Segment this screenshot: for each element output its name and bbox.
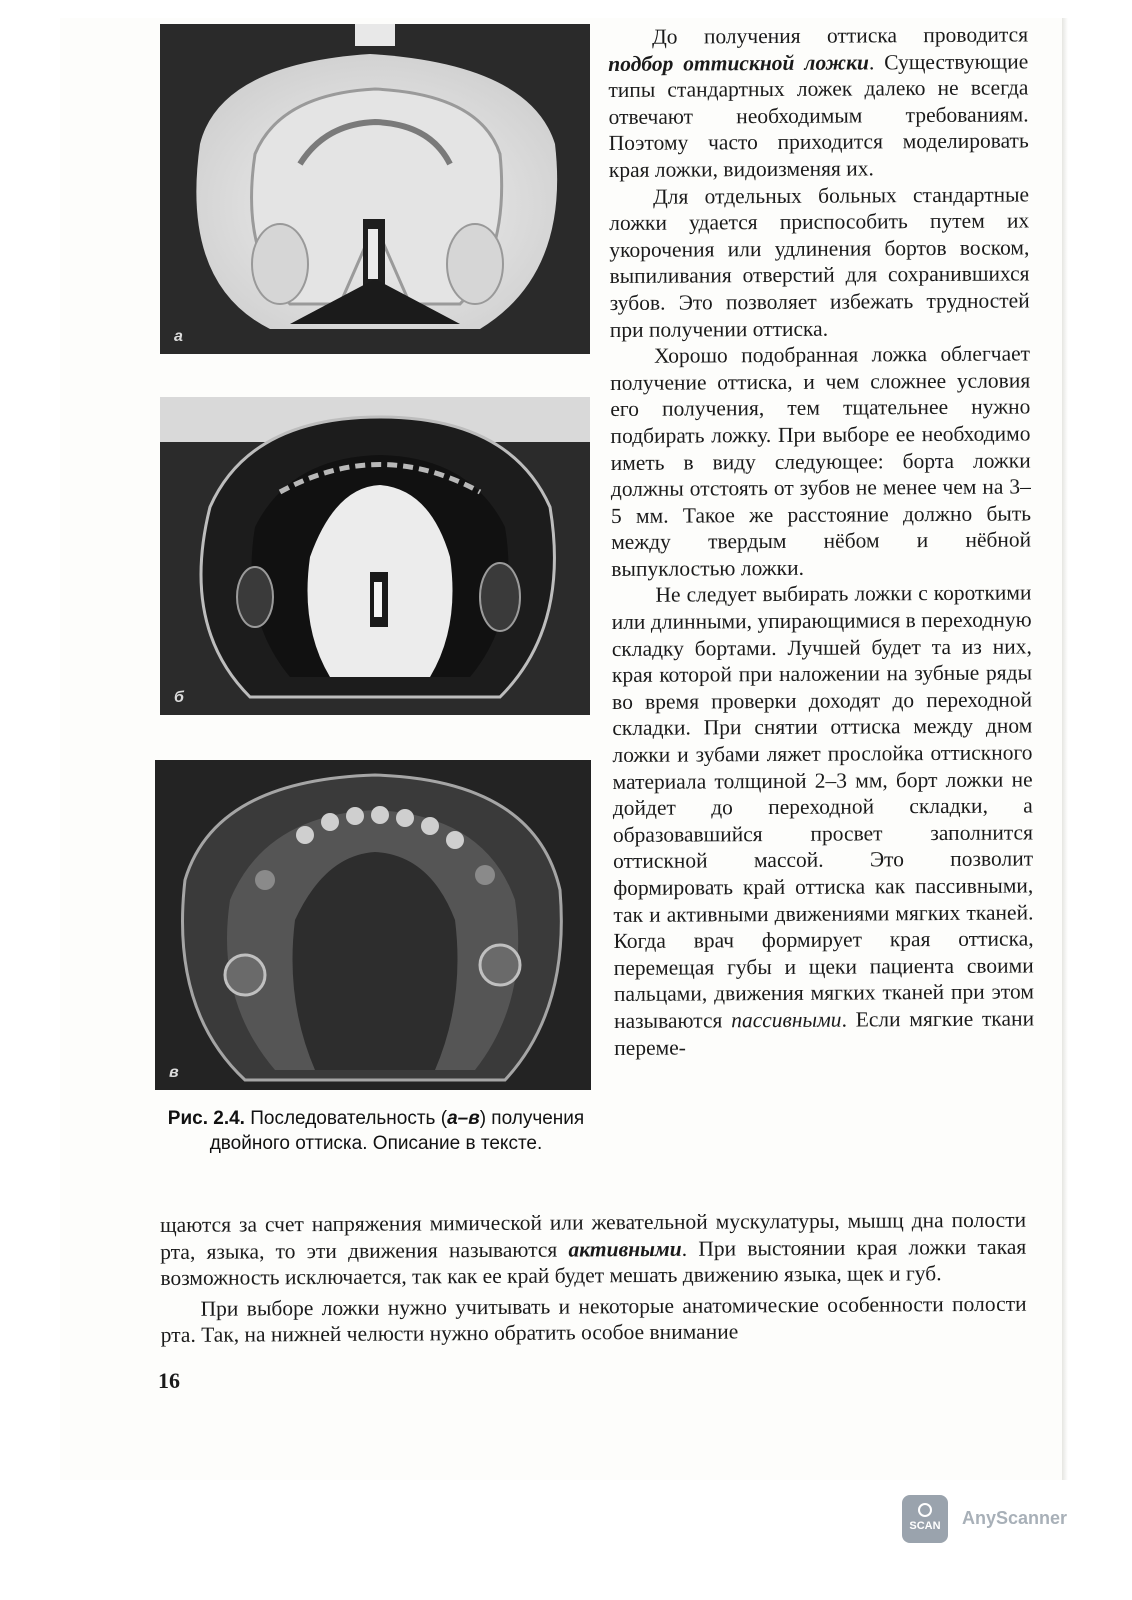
paragraph-5: При выборе ложки нужно учитывать и некоторые анатомические особенности полости рта. Так, на нижней челюсти нужно обратить особое внимание [160, 1291, 1027, 1348]
caption-post: ) получения двойного оттиска. Описание в тексте. [209, 1108, 585, 1154]
figure-photo-b [160, 397, 590, 715]
p1-text-pre: До получения оттиска проводится [652, 22, 1029, 49]
figure-caption [160, 1106, 592, 1156]
page-number: 16 [158, 1368, 180, 1393]
text-column [608, 21, 1034, 1061]
p4-emphasis: пассивными [731, 1007, 842, 1033]
p4-tail-emphasis: активными [568, 1236, 682, 1262]
p4-text-post: . [841, 1007, 847, 1032]
figure-letter-a: а [174, 328, 183, 345]
figure-photo-a [160, 24, 590, 354]
logo-text: SCAN [909, 1520, 941, 1532]
impression-with-tray-image [160, 397, 590, 715]
p4-tail-pre: щаются за счет напряжения мимической или жевательной мускулатуры, мышц дна полости рта, языка, то эти движения называются [160, 1207, 1027, 1264]
p1-text-post: . Существующие типы стандартных ложек далеко не всегда отвечают необходимым требованиям. Поэтому часто приходится моделировать края ложки, видоизменяя их. [608, 49, 1029, 182]
impression-tray-image [160, 24, 590, 354]
p4-line-tail: Если мягкие ткани переме- [614, 1006, 1035, 1060]
paragraph-2: Для отдельных больных стандартные ложки удается приспособить путем их укорочения или удлинения бортов воском, выпиливания отверстий для сохранившихся зубов. Это позволяет избежать трудностей при получении оттиска. [609, 181, 1030, 342]
paragraph-4-continued [160, 1207, 1026, 1292]
paragraph-1 [608, 21, 1029, 183]
p4-tail-post: . При выстоянии края ложки такая возможность исключается, так как ее край будет мешать движению языка, щек и губ. [160, 1234, 1027, 1291]
paragraph-3: Хорошо подобранная ложка облегчает получение оттиска, и чем сложнее условия его получения, тем тщательнее нужно подбирать ложку. При выборе ее необходимо иметь в виду следующее: борта ложки должны отстоять от зубов не менее чем на 3–5 мм. Такое же расстояние должно быть между твердым нёбом и нёбной выпуклостью ложки. [610, 341, 1032, 581]
scanner-logo [902, 1495, 948, 1543]
caption-pre: Последовательность ( [244, 1108, 448, 1129]
caption-range: а–в [447, 1108, 480, 1129]
figure-photo-c [155, 760, 591, 1090]
full-width-text [160, 1207, 1027, 1349]
double-impression-image [155, 760, 591, 1090]
caption-label: Рис. 2.4. [167, 1108, 245, 1129]
scanner-brand: AnyScanner [962, 1508, 1068, 1528]
p1-emphasis: подбор оттискной ложки [608, 50, 870, 76]
paragraph-4 [611, 580, 1034, 1061]
page-edge [1062, 18, 1068, 1480]
figure-letter-c: в [169, 1064, 179, 1081]
p4-text-pre: Не следует выбирать ложки с короткими или длинными, упирающимися в переходную складку бортами. Лучшей будет та из них, края которой при наложении на зубные ряды во время проверки доходят до переходной складки. При снятии оттиска между дном ложки и зубами ляжет прослойка оттискного материала толщиной 2–3 мм, борт ложки не дойдет до переходной складки, а образовавшийся просвет заполнится оттискной массой. Это позволит формировать край оттиска как пассивными, так и активными движениями мягких тканей. Когда врач формирует края оттиска, перемещая губы и щеки пациента своими пальцами, движения мягких тканей при этом называются [611, 580, 1034, 1033]
scan-circle-icon [918, 1503, 932, 1517]
figure-letter-b: б [174, 689, 184, 706]
